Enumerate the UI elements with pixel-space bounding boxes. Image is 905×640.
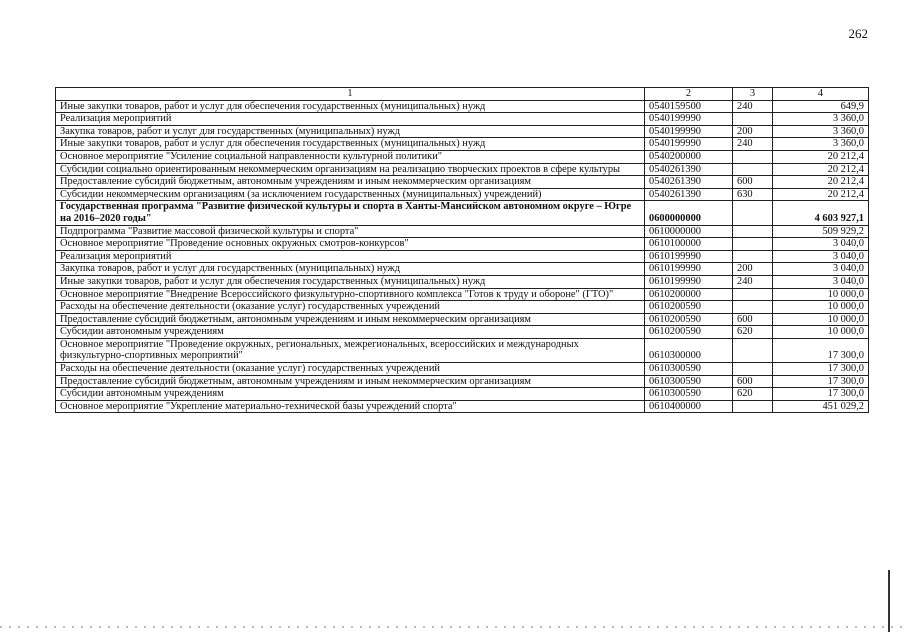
row-code-cell: 0610200590 [645, 326, 733, 339]
row-name-cell: Основное мероприятие "Укрепление материально-технической базы учреждений спорта" [56, 400, 645, 413]
table-row [56, 301, 869, 314]
row-type-cell [733, 400, 773, 413]
row-type-cell: 240 [733, 275, 773, 288]
row-code-cell: 0610000000 [645, 225, 733, 238]
row-name-cell: Основное мероприятие "Усиление социальной направленности культурной политики" [56, 150, 645, 163]
row-name-cell: Подпрограмма "Развитие массовой физической культуры и спорта" [56, 225, 645, 238]
row-name-cell: Расходы на обеспечение деятельности (оказание услуг) государственных учреждений [56, 363, 645, 376]
row-amount-cell: 4 603 927,1 [773, 201, 869, 225]
table-row [56, 263, 869, 276]
table-row [56, 138, 869, 151]
table-row [56, 150, 869, 163]
page-number: 262 [848, 26, 868, 41]
row-code-cell: 0610200000 [645, 288, 733, 301]
row-name-cell: Государственная программа "Развитие физической культуры и спорта в Ханты-Мансийском автономном округе – Югре на 2016–2020 годы" [56, 201, 645, 225]
column-header-2: 2 [645, 88, 733, 101]
row-amount-cell: 10 000,0 [773, 288, 869, 301]
table-row [56, 288, 869, 301]
row-name-cell: Иные закупки товаров, работ и услуг для обеспечения государственных (муниципальных) нужд [56, 275, 645, 288]
row-type-cell: 600 [733, 176, 773, 189]
row-amount-cell: 17 300,0 [773, 388, 869, 401]
row-code-cell: 0540199990 [645, 138, 733, 151]
table-header-row [56, 88, 869, 101]
row-type-cell [733, 288, 773, 301]
row-type-cell [733, 250, 773, 263]
row-name-cell: Реализация мероприятий [56, 250, 645, 263]
table-row [56, 201, 869, 225]
row-name-cell: Основное мероприятие "Проведение основных окружных смотров-конкурсов" [56, 238, 645, 251]
row-amount-cell: 20 212,4 [773, 150, 869, 163]
table-row [56, 225, 869, 238]
table-row [56, 388, 869, 401]
row-amount-cell: 20 212,4 [773, 163, 869, 176]
table-row [56, 163, 869, 176]
row-type-cell: 630 [733, 188, 773, 201]
row-name-cell: Предоставление субсидий бюджетным, автономным учреждениям и иным некоммерческим организациям [56, 176, 645, 189]
row-amount-cell: 20 212,4 [773, 188, 869, 201]
column-header-3: 3 [733, 88, 773, 101]
row-name-cell: Предоставление субсидий бюджетным, автономным учреждениям и иным некоммерческим организациям [56, 313, 645, 326]
row-code-cell: 0610199990 [645, 250, 733, 263]
row-amount-cell: 10 000,0 [773, 313, 869, 326]
row-type-cell: 200 [733, 125, 773, 138]
row-code-cell: 0610300590 [645, 375, 733, 388]
row-code-cell: 0610400000 [645, 400, 733, 413]
row-amount-cell: 3 040,0 [773, 238, 869, 251]
row-name-cell: Предоставление субсидий бюджетным, автономным учреждениям и иным некоммерческим организациям [56, 375, 645, 388]
row-type-cell: 240 [733, 100, 773, 113]
row-type-cell [733, 150, 773, 163]
row-code-cell: 0610100000 [645, 238, 733, 251]
row-amount-cell: 509 929,2 [773, 225, 869, 238]
row-code-cell: 0610300590 [645, 388, 733, 401]
row-amount-cell: 451 029,2 [773, 400, 869, 413]
row-name-cell: Закупка товаров, работ и услуг для государственных (муниципальных) нужд [56, 263, 645, 276]
row-code-cell: 0610200590 [645, 301, 733, 314]
row-type-cell [733, 201, 773, 225]
row-amount-cell: 3 040,0 [773, 263, 869, 276]
row-name-cell: Иные закупки товаров, работ и услуг для обеспечения государственных (муниципальных) нужд [56, 138, 645, 151]
row-type-cell [733, 225, 773, 238]
row-type-cell: 600 [733, 375, 773, 388]
budget-table [55, 87, 869, 413]
row-type-cell: 620 [733, 388, 773, 401]
row-name-cell: Реализация мероприятий [56, 113, 645, 126]
row-code-cell: 0610199990 [645, 263, 733, 276]
row-amount-cell: 17 300,0 [773, 338, 869, 362]
table-row [56, 188, 869, 201]
table-row [56, 238, 869, 251]
column-header-1: 1 [56, 88, 645, 101]
table-row [56, 338, 869, 362]
scan-margin-line [888, 570, 890, 632]
row-code-cell: 0540261390 [645, 163, 733, 176]
row-amount-cell: 3 360,0 [773, 125, 869, 138]
row-code-cell: 0540261390 [645, 188, 733, 201]
row-amount-cell: 3 040,0 [773, 275, 869, 288]
row-amount-cell: 3 360,0 [773, 113, 869, 126]
row-code-cell: 0610300590 [645, 363, 733, 376]
row-type-cell: 200 [733, 263, 773, 276]
row-name-cell: Закупка товаров, работ и услуг для государственных (муниципальных) нужд [56, 125, 645, 138]
row-type-cell: 620 [733, 326, 773, 339]
row-code-cell: 0610200590 [645, 313, 733, 326]
row-type-cell [733, 363, 773, 376]
row-amount-cell: 3 040,0 [773, 250, 869, 263]
row-name-cell: Субсидии некоммерческим организациям (за исключением государственных (муниципальных) учреждений) [56, 188, 645, 201]
row-amount-cell: 3 360,0 [773, 138, 869, 151]
row-name-cell: Субсидии автономным учреждениям [56, 326, 645, 339]
row-code-cell: 0610300000 [645, 338, 733, 362]
row-code-cell: 0610199990 [645, 275, 733, 288]
row-amount-cell: 10 000,0 [773, 326, 869, 339]
row-amount-cell: 17 300,0 [773, 363, 869, 376]
table-row [56, 125, 869, 138]
table-row [56, 326, 869, 339]
table-row [56, 100, 869, 113]
row-code-cell: 0600000000 [645, 201, 733, 225]
row-code-cell: 0540199990 [645, 113, 733, 126]
table-row [56, 375, 869, 388]
row-type-cell [733, 163, 773, 176]
row-amount-cell: 649,9 [773, 100, 869, 113]
table-row [56, 113, 869, 126]
row-amount-cell: 17 300,0 [773, 375, 869, 388]
table-row [56, 363, 869, 376]
table-row [56, 313, 869, 326]
row-type-cell [733, 301, 773, 314]
row-code-cell: 0540200000 [645, 150, 733, 163]
row-amount-cell: 10 000,0 [773, 301, 869, 314]
row-type-cell [733, 338, 773, 362]
row-type-cell [733, 238, 773, 251]
row-name-cell: Субсидии автономным учреждениям [56, 388, 645, 401]
row-type-cell: 240 [733, 138, 773, 151]
row-type-cell: 600 [733, 313, 773, 326]
column-header-4: 4 [773, 88, 869, 101]
row-name-cell: Субсидии социально ориентированным некоммерческим организациям на реализацию творческих проектов в сфере культуры [56, 163, 645, 176]
row-name-cell: Основное мероприятие "Проведение окружных, региональных, межрегиональных, всероссийских и международных физкультурно-спортивных мероприятий" [56, 338, 645, 362]
table-row [56, 176, 869, 189]
table-row [56, 275, 869, 288]
row-name-cell: Расходы на обеспечение деятельности (оказание услуг) государственных учреждений [56, 301, 645, 314]
table-row [56, 250, 869, 263]
row-name-cell: Основное мероприятие "Внедрение Всероссийского физкультурно-спортивного комплекса "Готов к труду и обороне" (ГТО)" [56, 288, 645, 301]
row-code-cell: 0540159500 [645, 100, 733, 113]
table-row [56, 400, 869, 413]
row-code-cell: 0540261390 [645, 176, 733, 189]
row-name-cell: Иные закупки товаров, работ и услуг для обеспечения государственных (муниципальных) нужд [56, 100, 645, 113]
scan-artifact [0, 626, 905, 628]
row-code-cell: 0540199990 [645, 125, 733, 138]
row-type-cell [733, 113, 773, 126]
row-amount-cell: 20 212,4 [773, 176, 869, 189]
